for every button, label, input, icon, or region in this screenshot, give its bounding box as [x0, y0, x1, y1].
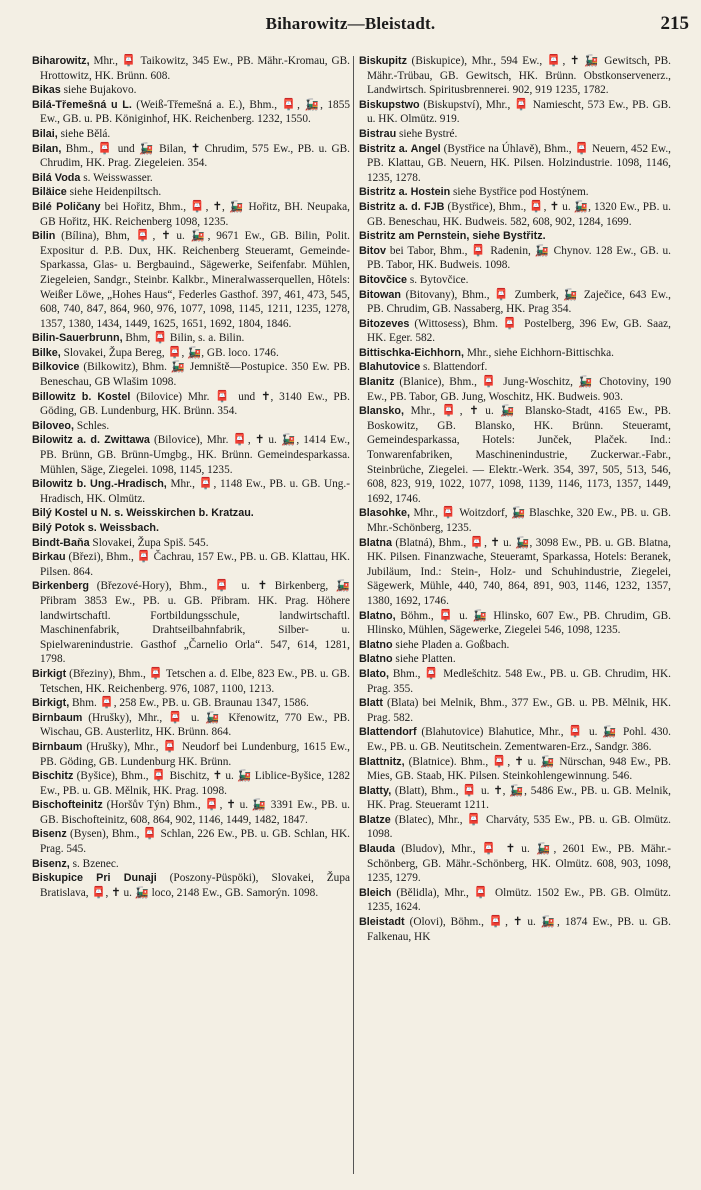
entry-headword: Bilowitz b. Ung.-Hradisch,	[32, 478, 167, 491]
column-divider	[353, 56, 354, 1174]
entry-text: s. Blattendorf.	[420, 361, 488, 374]
entry-headword: Bleich	[359, 886, 392, 899]
entry-headword: Bindt-Baňa	[32, 536, 90, 549]
entry-text: siehe Heidenpiltsch.	[66, 186, 162, 199]
entry-headword: Blasohke,	[359, 507, 411, 520]
gazetteer-entry	[32, 521, 350, 536]
entry-headword: Biläice	[32, 186, 67, 199]
gazetteer-entry	[359, 127, 671, 142]
entry-text: (Olovi), Böhm., 📮, ✝ u. 🚂, 1874 Ew., PB. u. GB. Falkenau, HK	[367, 916, 671, 943]
gazetteer-entry	[359, 185, 671, 200]
entry-headword: Bilý Potok s. Weissbach.	[32, 522, 160, 534]
entry-text: Mhr., siehe Eichhorn-Bittischka.	[464, 346, 614, 359]
gazetteer-entry	[359, 609, 671, 638]
entry-headword: Bleistadt	[359, 916, 405, 929]
gazetteer-entry	[359, 54, 671, 98]
entry-headword: Blauda	[359, 843, 395, 856]
entry-text: (Hrušky), Mhr., 📮 u. 🚂 Křenowitz, 770 Ew., PB. Wischau, GB. Austerlitz, HK. Brünn. 864.	[40, 711, 350, 739]
entry-text: bei Hořitz, Bhm., 📮, ✝, 🚂 Hořitz, BH. Neupaka, GB Hořitz, HK. Reichenberg 1098, 1235.	[40, 200, 350, 228]
entry-headword: Bilin	[32, 230, 56, 243]
gazetteer-entry	[359, 360, 671, 375]
entry-text: s. Weisswasser.	[80, 171, 153, 184]
entry-text: (Blatec), Mhr., 📮 Charváty, 535 Ew., PB. u. GB. Olmütz. 1098.	[367, 813, 671, 841]
gazetteer-entry	[32, 419, 350, 434]
gazetteer-entry	[32, 171, 350, 186]
entry-headword: Bilý Kostel u N. s. Weisskirchen b. Kratzau.	[32, 507, 254, 520]
entry-headword: Bistritz a. Angel	[359, 142, 441, 155]
entry-headword: Bischitz	[32, 770, 74, 783]
entry-headword: Bitovčice	[359, 273, 408, 286]
entry-text: Bhm. 📮, 258 Ew., PB. u. GB. Braunau 1347, 1586.	[69, 697, 309, 710]
entry-headword: Bilan,	[32, 142, 62, 155]
entry-headword: Birnbaum	[32, 711, 83, 724]
entry-text: siehe Bystré.	[396, 127, 458, 140]
gazetteer-entry	[359, 288, 671, 317]
entry-headword: Biskupice Pri Dunaji	[32, 872, 157, 885]
gazetteer-entry	[359, 652, 671, 667]
gazetteer-entry	[32, 536, 350, 551]
gazetteer-entry	[359, 755, 671, 784]
entry-text: (Bilovice) Mhr. 📮 und ✝, 3140 Ew., PB. Göding, GB. Lundenburg, HK. Brünn. 354.	[40, 390, 350, 418]
entry-headword: Bitov	[359, 244, 386, 257]
entry-text: (Březiny), Bhm., 📮 Tetschen a. d. Elbe, 823 Ew., PB. u. GB. Tetschen, HK. Reichenberg. 976, 1087, 1100, 1213.	[40, 667, 350, 695]
gazetteer-entry	[359, 696, 671, 725]
entry-text: (Březové-Hory), Bhm., 📮 u. ✝ Birkenberg, 🚂 Přibram 3853 Ew., PB. u. GB. Přibram. HK. Prag. Höhere landwirtschaftl. Fortbildungsschule, landwirtschaftl. Maschinenfabrik, Drahtseilbahnfabrik, Silber- u. Spielwarenindustrie. Gasthof „Čarnelio Orla“. 547, 614, 1281, 1798.	[40, 580, 350, 666]
gazetteer-entry	[359, 667, 671, 696]
entry-headword: Blatno	[359, 653, 393, 666]
entry-text: s. Bzenec.	[69, 857, 119, 870]
entry-headword: Blansko,	[359, 405, 405, 418]
entry-text: siehe Bělá.	[57, 127, 111, 140]
entry-headword: Blato,	[359, 667, 389, 680]
entry-headword: Birkau	[32, 551, 66, 564]
entry-headword: Blatt	[359, 697, 383, 710]
entry-headword: Blatna	[359, 536, 392, 549]
entry-text: (Bilovice), Mhr. 📮, ✝ u. 🚂, 1414 Ew., PB. Brünn, GB. Brünn-Umgbg., HK. Brünn. Gemeindesparkassa. Mühlen, Säge, Ziegelei. 1098, 1145, 1235.	[40, 434, 350, 476]
gazetteer-entry	[32, 127, 350, 142]
entry-headword: Bilkovice	[32, 361, 80, 374]
entry-headword: Bilé Poličany	[32, 200, 101, 213]
entry-headword: Biskupstwo	[359, 98, 420, 111]
gazetteer-entry	[359, 375, 671, 404]
entry-headword: Biskupitz	[359, 55, 407, 67]
gazetteer-entry	[32, 740, 350, 769]
entry-headword: Bischofteinitz	[32, 799, 103, 812]
entry-text: (Bystřice), Bhm., 📮, ✝ u. 🚂, 1320 Ew., PB. u. GB. Beneschau, HK. Budweis. 582, 608, 902, 1284, 1699.	[367, 200, 671, 228]
entry-text: (Byšice), Bhm., 📮 Bischitz, ✝ u. 🚂 Liblice-Byšice, 1282 Ew., PB. u. GB. Mělnik, HK. Prag. 1098.	[40, 770, 350, 797]
entry-headword: Bilke,	[32, 346, 61, 359]
entry-headword: Bisenz,	[32, 857, 70, 870]
entry-text: (Poszony-Püspöki), Slovakei, Župa Bratislava, 📮, ✝ u. 🚂 loco, 2148 Ew., GB. Samorýn. 1098.	[40, 872, 350, 899]
entry-text: (Bělidla), Mhr., 📮 Olmütz. 1502 Ew., PB. GB. Olmütz. 1235, 1624.	[367, 886, 671, 914]
gazetteer-entry	[32, 667, 350, 696]
entry-headword: Bisenz	[32, 828, 67, 841]
gazetteer-entry	[32, 142, 350, 171]
gazetteer-entry	[32, 711, 350, 740]
entry-headword: Bilá-Třemešná u L.	[32, 98, 132, 111]
gazetteer-entry	[359, 229, 671, 244]
gazetteer-entry	[32, 346, 350, 361]
gazetteer-entry	[359, 725, 671, 754]
entry-headword: Birkenberg	[32, 580, 89, 593]
entry-text: siehe Bujakovo.	[60, 84, 137, 97]
gazetteer-entry	[32, 871, 350, 900]
entry-headword: Blahutovice	[359, 361, 421, 374]
entry-text: (Bludov), Mhr., 📮 ✝ u. 🚂, 2601 Ew., PB. Mähr.-Schönberg, GB. Mähr.-Schönberg, HK. Olmütz. 608, 903, 1098, 1235, 1279.	[367, 843, 671, 885]
entry-headword: Bitowan	[359, 288, 401, 301]
entry-headword: Blattnitz,	[359, 755, 405, 768]
entry-headword: Blatno,	[359, 609, 396, 622]
gazetteer-entry	[32, 331, 350, 346]
entry-headword: Bilai,	[32, 127, 58, 140]
gazetteer-entry	[359, 404, 671, 506]
gazetteer-entry	[359, 915, 671, 944]
gazetteer-entry	[359, 273, 671, 288]
entry-text: (Blanice), Bhm., 📮 Jung-Woschitz, 🚂 Chotoviny, 190 Ew., PB. Tabor, GB. Jung, Woschitz, HK. Budweis. 903.	[367, 376, 671, 403]
entry-text: (Biskupice), Mhr., 594 Ew., 📮, ✝ 🚂 Gewitsch, PB. Mähr.-Trübau, GB. Gewitsch, HK. Brünn. Obstkonservenerz., Landwirtsch. Spiritusbrennerei. 902, 919 1235, 1782.	[367, 55, 671, 97]
gazetteer-entry	[32, 769, 350, 798]
gazetteer-entry	[359, 244, 671, 273]
gazetteer-entry	[359, 784, 671, 813]
gazetteer-entry	[32, 550, 350, 579]
entry-text: (Bilkowitz), Bhm. 🚂 Jemniště—Postupice. 350 Ew. PB. Beneschau, GB Wlašim 1098.	[40, 361, 350, 389]
entry-text: s. Bytovčice.	[407, 273, 469, 286]
left-column	[32, 54, 350, 1180]
entry-headword: Blatty,	[359, 784, 392, 797]
gazetteer-entry	[32, 185, 350, 200]
entry-headword: Biharowitz,	[32, 55, 90, 67]
gazetteer-entry	[32, 433, 350, 477]
entry-text: Mhr., 📮 Taikowitz, 345 Ew., PB. Mähr.-Kromau, GB. Hrottowitz, HK. Brünn. 608.	[40, 55, 350, 82]
gazetteer-entry	[359, 200, 671, 229]
entry-text: (Bitovany), Bhm., 📮 Zumberk, 🚂 Zaječice, 643 Ew., PB. Chrudim, GB. Nassaberg, HK. Prag 354.	[367, 288, 671, 316]
entry-text: siehe Pladen a. Goßbach.	[392, 638, 510, 651]
entry-text: Bhm, 📮 Bilin, s. a. Bilin.	[122, 332, 245, 345]
gazetteer-entry	[32, 827, 350, 856]
entry-headword: Bilin-Sauerbrunn,	[32, 332, 123, 345]
entry-headword: Blattendorf	[359, 726, 417, 739]
gazetteer-entry	[359, 142, 671, 186]
entry-text: (Bílina), Bhm, 📮, ✝ u. 🚂, 9671 Ew., GB. Bilin, Polit. Expositur d. P.B. Dux, HK. Reichenberg Steueramt, Gemeinde-Sparkassa, Glas- u. Bergbauind., Sägewerke, Seifenfabr. Mühlen, Ziegeleien, Sandgr., Steinbr. Kalkbr., Mineralwasserquellen, Hôtels: Weißer Löwe, „Hohes Haus“, Federles Gasthof. 397, 461, 473, 545, 608, 740, 847, 864, 960, 976, 1077, 1098, 1145, 1211, 1235, 1278, 1357, 1380, 1434, 1449, 1625, 1651, 1692, 1804, 1846.	[40, 230, 350, 330]
entry-text: (Weiß-Třemešná a. E.), Bhm., 📮, 🚂, 1855 Ew., GB. u. PB. Königinhof, HK. Reichenberg. 1232, 1550.	[40, 98, 350, 126]
gazetteer-entry	[32, 506, 350, 521]
entry-headword: Biloveo,	[32, 419, 74, 432]
entry-text: (Blatt), Bhm., 📮 u. ✝, 🚂, 5486 Ew., PB. u. GB. Melnik, HK. Prag. Steueramt 1211.	[367, 784, 671, 812]
entry-text: (Biskupství), Mhr., 📮 Namiescht, 573 Ew., PB. GB. u. HK. Olmütz. 919.	[367, 98, 671, 126]
entry-headword: Bittischka-Eichhorn,	[359, 346, 464, 359]
entry-text: Mhr., 📮 Woitzdorf, 🚂 Blaschke, 320 Ew., PB. u. GB. Mhr.-Schönberg, 1235.	[367, 507, 671, 534]
entry-text: Böhm., 📮 u. 🚂 Hlinsko, 607 Ew., PB. Chrudim, GB. Hlinsko, Mühlen, Sägewerke, Ziegelei 546, 1098, 1235.	[367, 609, 671, 637]
entry-text: Slovakei, Župa Bereg, 📮, 🚂, GB. loco. 1746.	[60, 346, 279, 359]
entry-headword: Bilá Voda	[32, 171, 81, 184]
gazetteer-entry	[32, 477, 350, 506]
entry-text: (Blata) bei Melnik, Bhm., 377 Ew., GB. u. PB. Mělnik, HK. Prag. 582.	[367, 697, 671, 724]
gazetteer-entry	[32, 360, 350, 389]
entry-headword: Bilowitz a. d. Zwittawa	[32, 434, 150, 447]
gazetteer-entry	[32, 98, 350, 127]
entry-headword: Birkigt	[32, 667, 67, 680]
gazetteer-entry	[32, 83, 350, 98]
gazetteer-entry	[32, 798, 350, 827]
entry-text: (Wittosess), Bhm. 📮 Postelberg, 396 Ew, GB. Saaz, HK. Eger. 582.	[367, 317, 671, 345]
page-number: 215	[660, 13, 689, 34]
entry-text: (Blatná), Bhm., 📮, ✝ u. 🚂, 3098 Ew., PB. u. GB. Blatna, HK. Pilsen. Finanzwache, Steueramt, Sparkassa, Hotels: Beranek, Jubiläum, Ind.: Stein-, Holz- und Schuhindustrie, Ziegelei, Sägewerk, Mühle, 440, 740, 864, 891, 903, 1146, 1232, 1357, 1380, 1692, 1746.	[367, 536, 671, 607]
entry-headword: Bikas	[32, 84, 61, 97]
entry-text: bei Tabor, Bhm., 📮 Radenin, 🚂 Chynov. 128 Ew., GB. u. PB. Tabor, HK. Budweis. 1098.	[367, 244, 671, 272]
entry-headword: Birnbaum	[32, 740, 83, 753]
entry-headword: Blatze	[359, 813, 391, 826]
gazetteer-entry	[32, 696, 350, 711]
entry-text: Mhr., 📮, ✝ u. 🚂 Blansko-Stadt, 4165 Ew., PB. Boskowitz, GB. Blansko, HK. Brünn. Steueramt, Gemeindesparkassa, Hotels: Junček, Plaček. Ind.: Tonwarenfabriken, Maschinenindustrie, Zuckerwar.-Fabr., Steinbrüche, Ziegelei. — Elektr.-Werk. 354, 397, 505, 513, 546, 608, 823, 919, 1022, 1077, 1098, 1139, 1146, 1173, 1357, 1449, 1692, 1746.	[367, 405, 671, 505]
entry-text: Bhm., 📮 Medlešchitz. 548 Ew., PB. u. GB. Chrudim, HK. Prag. 355.	[367, 667, 671, 695]
right-column	[359, 54, 671, 1180]
entry-headword: Bistritz a. Hostein	[359, 186, 451, 199]
gazetteer-entry	[32, 54, 350, 83]
entry-text: (Bystřice na Úhlavě), Bhm., 📮 Neuern, 452 Ew., PB. Klattau, GB. Neuern, HK. Pilsen. Holzindustrie. 1098, 1146, 1235, 1278.	[367, 142, 671, 184]
page-title: Biharowitz—Bleistadt.	[265, 14, 436, 33]
entry-text: Schles.	[74, 419, 110, 432]
entry-headword: Bistrau	[359, 127, 397, 140]
gazetteer-entry	[359, 536, 671, 609]
entry-text: (Horšův Týn) Bhm., 📮, ✝ u. 🚂 3391 Ew., PB. u. GB. Bischofteinitz, 608, 864, 902, 1146, 1449, 1482, 1847.	[40, 799, 350, 826]
gazetteer-entry	[359, 813, 671, 842]
gazetteer-entry	[32, 857, 350, 872]
entry-text: Mhr., 📮, 1148 Ew., PB. u. GB. Ung.-Hradisch, HK. Olmütz.	[40, 478, 350, 505]
entry-headword: Bitozeves	[359, 317, 410, 330]
entry-text: (Blatnice). Bhm., 📮, ✝ u. 🚂 Nürschan, 948 Ew., PB. Mies, GB. Staab, HK. Pilsen. Steinkohlengewinnung. 546.	[367, 755, 671, 783]
entry-text: (Hrušky), Mhr., 📮 Neudorf bei Lundenburg, 1615 Ew., PB. Göding, GB. Lundenburg HK. Brünn.	[40, 740, 350, 768]
gazetteer-entry	[32, 579, 350, 667]
entry-headword: Blatno	[359, 638, 393, 651]
gazetteer-entry	[359, 98, 671, 127]
entry-text: (Blahutovice) Blahutice, Mhr., 📮 u. 🚂 Pohl. 430. Ew., PB. u. GB. Neutitschein. Zementwaren-Erz., Sandgr. 386.	[367, 726, 671, 753]
entry-headword: Birkigt,	[32, 697, 70, 710]
page-header	[0, 10, 701, 40]
gazetteer-entry	[359, 842, 671, 886]
entry-text: Slovakei, Župa Spiš. 545.	[89, 536, 209, 549]
entry-headword: Billowitz b. Kostel	[32, 390, 131, 403]
gazetteer-entry	[359, 506, 671, 535]
gazetteer-entry	[32, 229, 350, 331]
gazetteer-entry	[32, 390, 350, 419]
entry-headword: Blanitz	[359, 376, 395, 389]
entry-text: Bhm., 📮 und 🚂 Bilan, ✝ Chrudim, 575 Ew., PB. u. GB. Chrudim, HK. Prag. Ziegeleien. 354.	[40, 142, 350, 170]
entry-text: siehe Platten.	[392, 653, 456, 666]
gazetteer-entry	[359, 886, 671, 915]
entry-headword: Bistritz am Pernstein, siehe Bystřitz.	[359, 230, 546, 243]
entry-text: (Bysen), Bhm., 📮 Schlan, 226 Ew., PB. u. GB. Schlan, HK. Prag. 545.	[40, 828, 350, 856]
gazetteer-entry	[359, 638, 671, 653]
gazetteer-entry	[359, 346, 671, 361]
entry-text: (Březi), Bhm., 📮 Čachrau, 157 Ew., PB. u. GB. Klattau, HK. Pilsen. 864.	[40, 551, 350, 578]
entry-text: siehe Bystřice pod Hostýnem.	[450, 186, 589, 199]
gazetteer-entry	[32, 200, 350, 229]
gazetteer-entry	[359, 317, 671, 346]
entry-headword: Bistritz a. d. FJB	[359, 200, 445, 213]
